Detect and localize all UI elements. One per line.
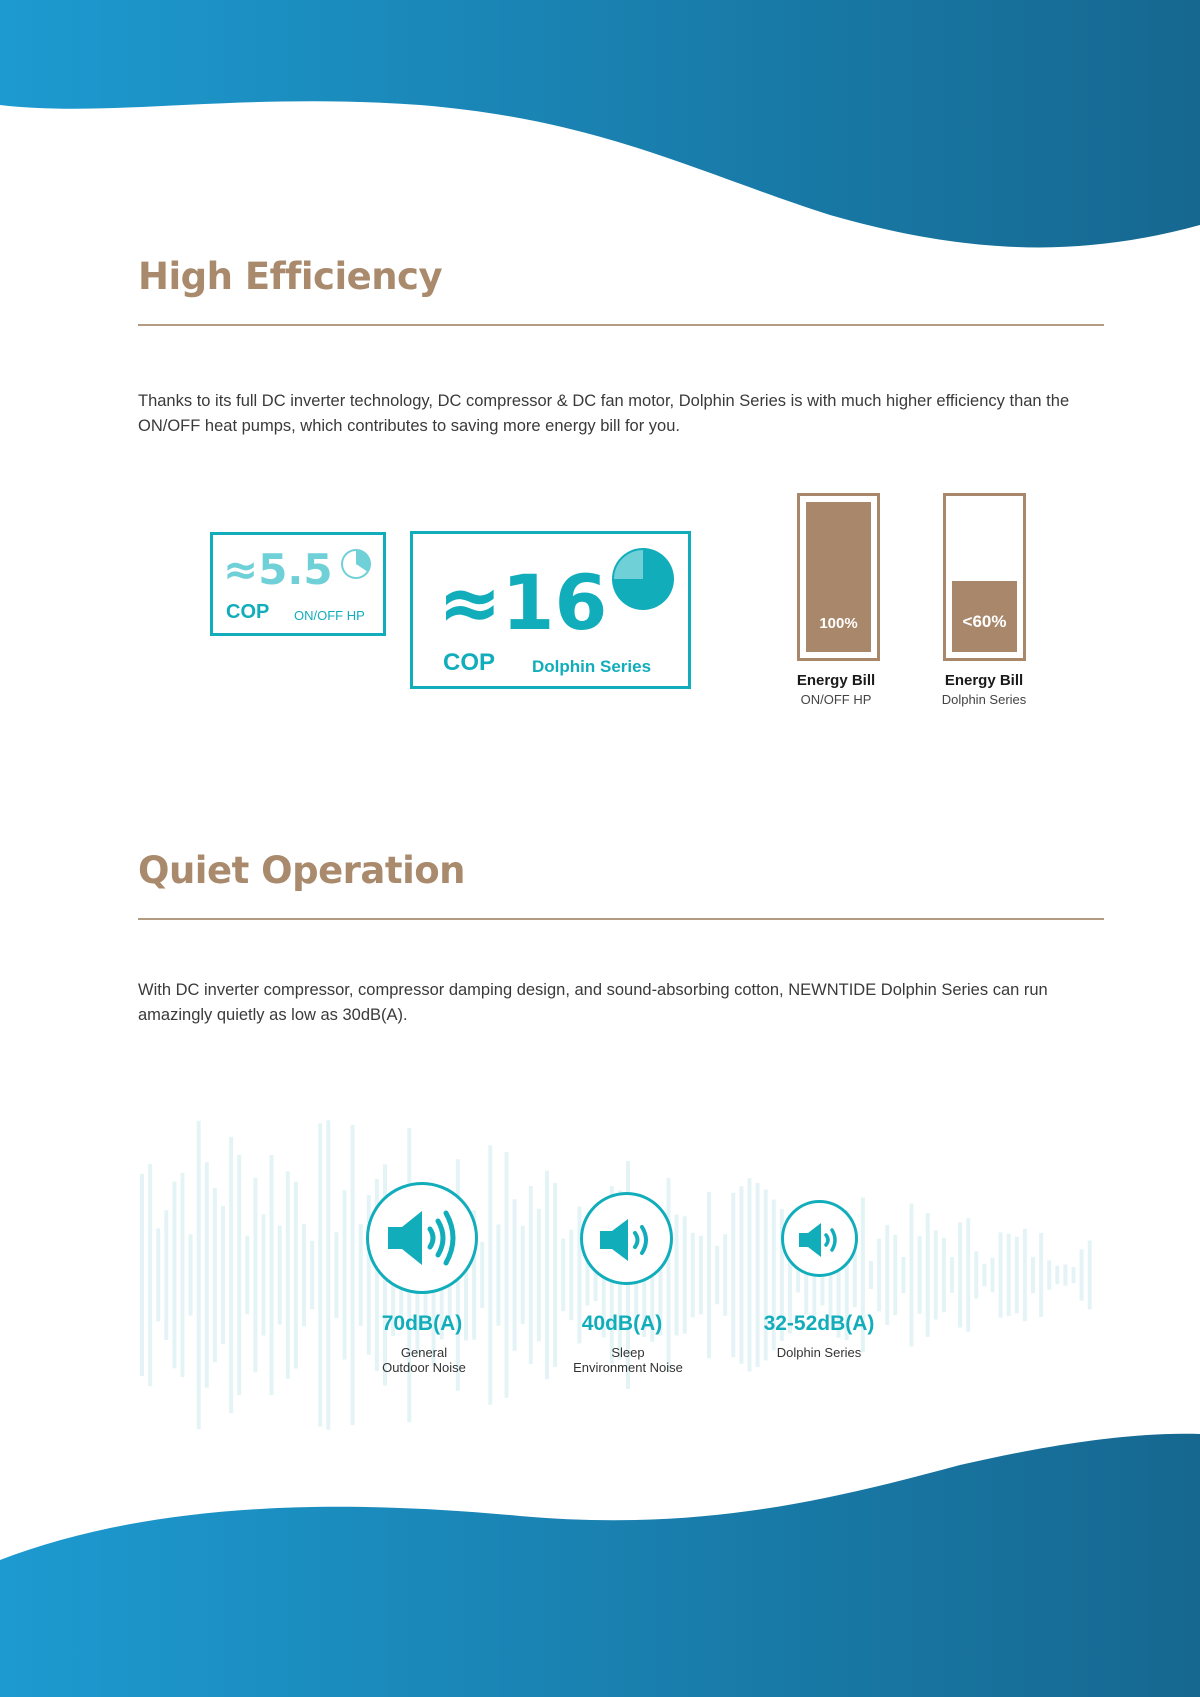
- soundwave-bar: [926, 1213, 930, 1337]
- soundwave-bar: [901, 1257, 905, 1293]
- cop-sub-dolphin: Dolphin Series: [532, 657, 652, 676]
- soundwave-bar: [569, 1230, 573, 1321]
- efficiency-description: Thanks to its full DC inverter technology, DC compressor & DC fan motor, Dolphin Series is with much higher efficiency than the ON/OFF heat pumps, which contributes to saving more energy bill for you.: [138, 392, 1070, 435]
- noise-level-label-sleep: [528, 1345, 728, 1375]
- soundwave-bar: [496, 1224, 500, 1325]
- soundwave-bar: [982, 1264, 986, 1287]
- soundwave-bar: [553, 1183, 557, 1367]
- soundwave-bar: [1080, 1249, 1084, 1300]
- soundwave-bar: [748, 1178, 752, 1371]
- soundwave-bar: [148, 1164, 152, 1386]
- soundwave-bar: [140, 1174, 144, 1376]
- soundwave-bar: [885, 1225, 889, 1325]
- cop-pie-onoff: [339, 547, 373, 581]
- speaker-loud: [366, 1182, 478, 1294]
- soundwave-bar: [253, 1178, 257, 1373]
- soundwave-bar: [334, 1232, 338, 1318]
- noise-level-value-dolphin: 32-52dB(A): [763, 1312, 875, 1335]
- soundwave-bar: [999, 1232, 1003, 1317]
- soundwave-bar: [739, 1186, 743, 1364]
- cop-card-onoff: [210, 532, 386, 636]
- soundwave-bar: [667, 1178, 671, 1372]
- soundwave-bar: [691, 1233, 695, 1318]
- soundwave-bar: [529, 1186, 533, 1364]
- soundwave-bar: [480, 1242, 484, 1308]
- soundwave-bar: [1072, 1267, 1076, 1283]
- soundwave-bar: [221, 1206, 225, 1344]
- energy-bill-fill-dolphin: [952, 581, 1017, 652]
- soundwave-bar: [918, 1236, 922, 1314]
- soundwave-bar: [1088, 1241, 1092, 1310]
- soundwave-bar: [302, 1224, 306, 1327]
- soundwave-bar: [1015, 1237, 1019, 1314]
- soundwave-bar: [156, 1228, 160, 1321]
- energy-bill-title-onoff: Energy Bill: [796, 672, 876, 689]
- soundwave-bar: [286, 1171, 290, 1379]
- soundwave-bar: [229, 1137, 233, 1413]
- soundwave-bar: [1047, 1260, 1051, 1290]
- soundwave-bar: [756, 1183, 760, 1367]
- soundwave-bar: [351, 1125, 355, 1425]
- energy-bill-value-dolphin: <60%: [962, 612, 1007, 631]
- noise-level-label-dolphin: [719, 1345, 919, 1360]
- noise-level-label-outdoor: [324, 1345, 524, 1375]
- soundwave-bar: [1031, 1257, 1035, 1294]
- section-divider-efficiency: [138, 324, 1104, 326]
- soundwave-bar: [1039, 1233, 1043, 1317]
- soundwave-bar: [318, 1123, 322, 1426]
- soundwave-bar: [974, 1251, 978, 1298]
- noise-label-line1: General: [400, 1345, 448, 1360]
- soundwave-bar: [278, 1225, 282, 1324]
- noise-label-line2: Outdoor Noise: [382, 1360, 466, 1375]
- soundwave-bar: [164, 1210, 168, 1340]
- cop-label-dolphin: COP: [443, 649, 496, 676]
- soundwave-bar: [934, 1230, 938, 1319]
- cop-sub-onoff: ON/OFF HP: [294, 608, 365, 623]
- energy-bill-sub-dolphin: Dolphin Series: [941, 692, 1027, 707]
- soundwave-bar: [262, 1214, 266, 1335]
- soundwave-bar: [359, 1224, 363, 1326]
- noise-label-line1: Sleep: [611, 1345, 645, 1360]
- noise-label-line2: Environment Noise: [573, 1360, 683, 1375]
- soundwave-bar: [294, 1182, 298, 1369]
- soundwave-bar: [991, 1258, 995, 1293]
- soundwave-bar: [1055, 1266, 1059, 1285]
- soundwave-bar: [245, 1236, 249, 1315]
- energy-bill-bar-dolphin: [943, 493, 1026, 661]
- energy-bill-title-dolphin: Energy Bill: [944, 672, 1024, 689]
- soundwave-bar: [942, 1238, 946, 1312]
- soundwave-bar: [1023, 1229, 1027, 1322]
- energy-bill-sub-onoff: ON/OFF HP: [800, 692, 872, 707]
- soundwave-bar: [966, 1218, 970, 1331]
- section-divider-quiet: [138, 918, 1104, 920]
- cop-pie-dolphin: [610, 546, 676, 612]
- soundwave-bar: [561, 1239, 565, 1312]
- soundwave-bar: [869, 1261, 873, 1289]
- soundwave-bar: [715, 1246, 719, 1305]
- energy-bill-value-onoff: 100%: [819, 615, 858, 632]
- soundwave-bar: [521, 1226, 525, 1324]
- soundwave-bar: [326, 1120, 330, 1430]
- section-title-quiet: Quiet Operation: [138, 849, 466, 892]
- soundwave-bar: [270, 1155, 274, 1395]
- soundwave-bar: [172, 1182, 176, 1369]
- soundwave-bar: [1007, 1234, 1011, 1316]
- soundwave-bar: [877, 1239, 881, 1312]
- section-title-efficiency: High Efficiency: [138, 255, 443, 298]
- cop-value-dolphin: ≈16: [438, 558, 608, 647]
- cop-card-dolphin: [410, 531, 691, 689]
- energy-bill-bar-onoff: [797, 493, 880, 661]
- noise-level-value-outdoor: 70dB(A): [381, 1312, 463, 1335]
- cop-value-onoff: ≈5.5: [223, 545, 333, 594]
- soundwave-bar: [723, 1234, 727, 1316]
- speaker-loud-icon: [384, 1205, 462, 1271]
- soundwave-bar: [699, 1236, 703, 1315]
- speaker-medium-icon: [598, 1215, 658, 1265]
- soundwave-bar: [197, 1121, 201, 1430]
- energy-bill-label-dolphin: [919, 672, 1049, 707]
- noise-level-value-sleep: 40dB(A): [581, 1312, 663, 1335]
- soundwave-bar: [189, 1234, 193, 1315]
- soundwave-bar: [958, 1222, 962, 1327]
- soundwave-bar: [181, 1173, 185, 1377]
- soundwave-bar: [1063, 1264, 1067, 1285]
- soundwave-bar: [893, 1235, 897, 1315]
- soundwave-bar: [213, 1188, 217, 1362]
- energy-bill-label-onoff: [771, 672, 901, 707]
- top-wave-decoration: [0, 0, 1200, 260]
- soundwave-bar: [237, 1155, 241, 1396]
- soundwave-bar: [310, 1241, 314, 1309]
- speaker-medium: [580, 1192, 673, 1285]
- cop-label-onoff: COP: [226, 601, 270, 623]
- soundwave-bar: [950, 1257, 954, 1293]
- soundwave-bar: [205, 1162, 209, 1388]
- energy-bill-fill-onoff: [806, 502, 871, 652]
- noise-label-line1: Dolphin Series: [776, 1345, 862, 1360]
- speaker-low: [781, 1200, 858, 1277]
- speaker-low-icon: [797, 1220, 845, 1260]
- bottom-wave-decoration: [0, 1420, 1200, 1697]
- quiet-description: With DC inverter compressor, compressor damping design, and sound-absorbing cotton, NEWNTIDE Dolphin Series can run amazingly quietly as low as 30dB(A).: [138, 981, 1048, 1024]
